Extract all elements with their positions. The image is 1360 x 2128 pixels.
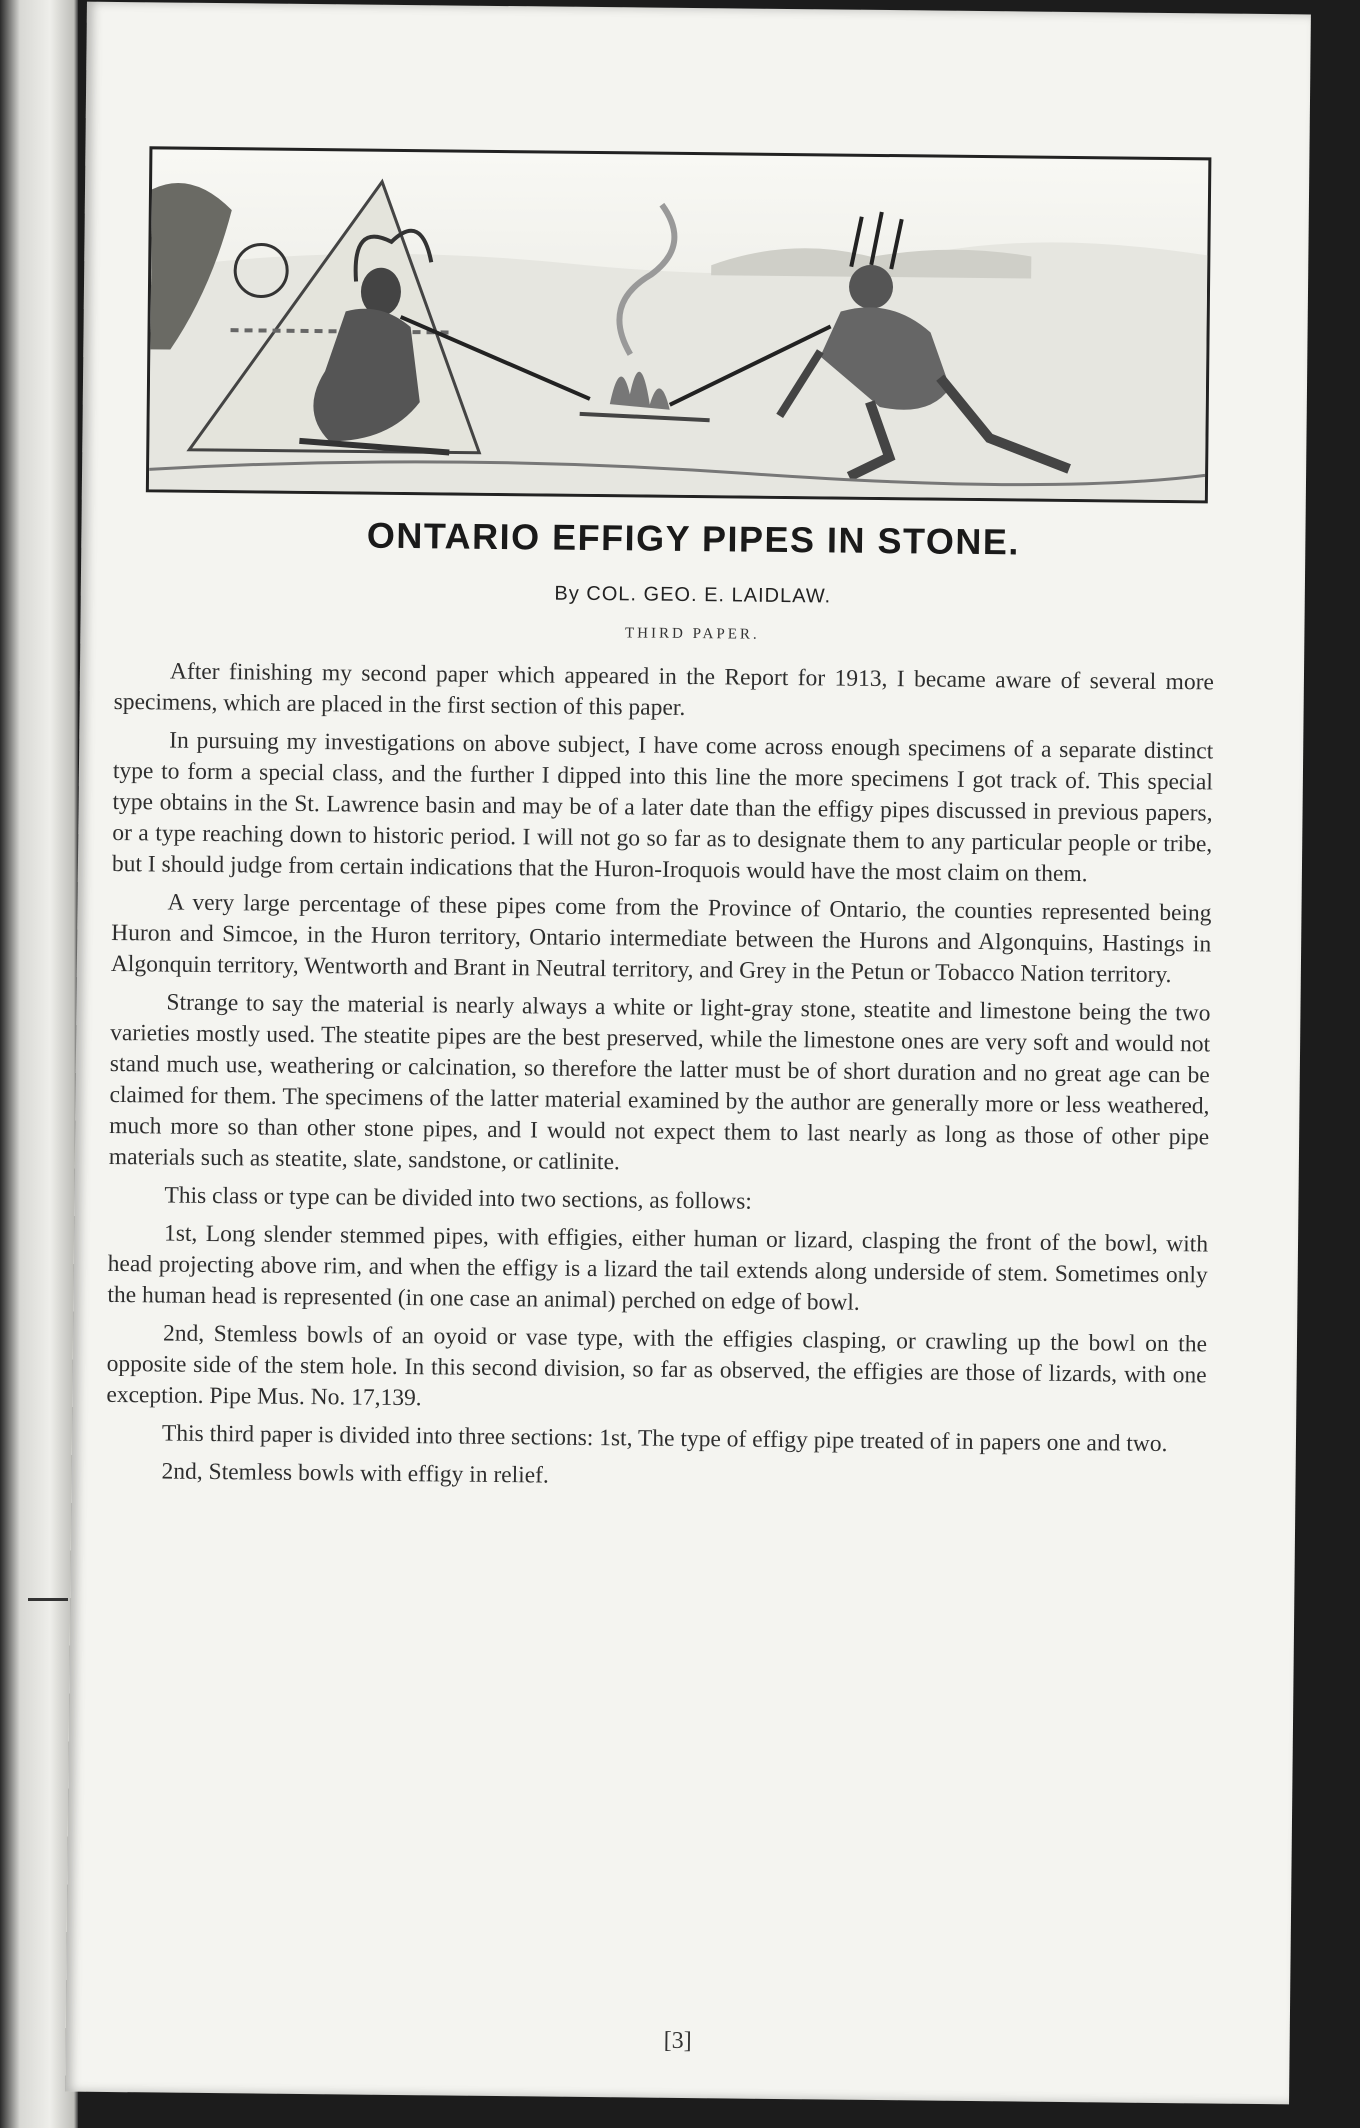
paragraph: After finishing my second paper which appeared in the Report for 1913, I became aware of several more specimens, which are placed in the first section of this paper. [113,658,1215,721]
paragraph: This third paper is divided into three sections: 1st, The type of effigy pipe treated of in papers one and two. [161,1420,1168,1458]
paragraph: A very large percentage of these pipes come from the Province of Ontario, the counties represented being Huron and Simcoe, in the Huron territory, Ontario intermediate between the Hurons and Algonquins, Hastings in Algonquin territory, Wentworth and Brant in Neutral territory, and Grey in the Petun or Tobacco Nation territory. [110,889,1212,989]
article-body [105,656,1214,1505]
left-page-edge [0,0,78,2128]
page-number: [3] [663,2027,692,2055]
article-title: ONTARIO EFFIGY PIPES IN STONE. [366,514,1021,563]
paper-subhead: THIRD PAPER. [624,625,760,643]
paragraph: 2nd, Stemless bowls with effigy in relief. [161,1458,549,1489]
paragraph: 1st, Long slender stemmed pipes, with effigies, either human or lizard, clasping the front of the bowl, with head projecting above rim, and when the effigy is a lizard the tail extends along underside of stem. Sometimes only the human head is represented (in one case an animal) perched on edge of bowl. [107,1220,1209,1316]
paragraph: 2nd, Stemless bowls of an oyoid or vase type, with the effigies clasping, or crawling up the bowl on the opposite side of the stem hole. In this second division, so far as observed, the effigies are those of lizards, with one exception. Pipe Mus. No. 17,139. [106,1320,1208,1412]
author-byline: By COL. GEO. E. LAIDLAW. [554,582,832,608]
header-illustration [146,146,1212,503]
margin-mark [28,1598,68,1601]
two-figures-smoking-pipes-illustration-icon [149,149,1209,500]
paragraph: This class or type can be divided into two sections, as follows: [164,1182,752,1215]
book-page [65,2,1311,2105]
paragraph: In pursuing my investigations on above subject, I have come across enough specimens of a separate distinct type to form a special class, and the further I dipped into this line the more specimens I got track of. This special type obtains in the St. Lawrence basin and may be of a later date than the effigy pipes discussed in previous papers, or a type reaching down to historic period. I will not go so far as to designate them to any particular people or tribe, but I should judge from certain indications that the Huron-Iroquois would have the most claim on them. [111,727,1214,888]
paragraph: Strange to say the material is nearly always a white or light-gray stone, steatite and limestone being the two varieties mostly used. The steatite pipes are the best preserved, while the limestone ones are very soft and would not stand much use, weathering or calcination, so therefore the latter must be of short duration and no great age can be claimed for them. The specimens of the latter material examined by the author are generally more or less weathered, much more so than other stone pipes, and I would not expect them to last nearly as long as those of other pipe materials such as steatite, slate, sandstone, or catlinite. [108,989,1211,1176]
